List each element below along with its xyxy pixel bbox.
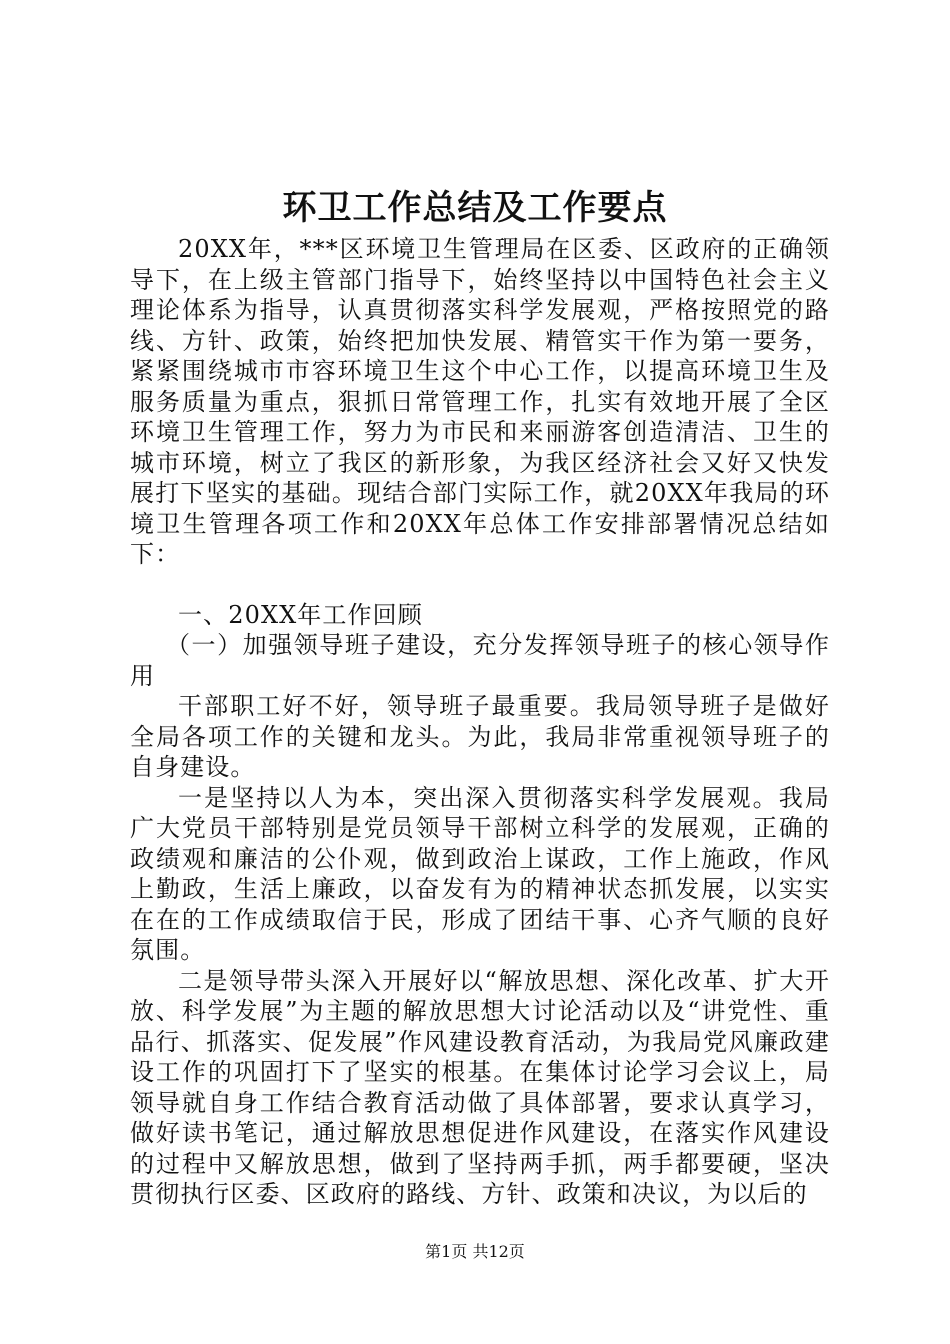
intro-paragraph: 20XX年，***区环境卫生管理局在区委、区政府的正确领导下，在上级主管部门指导下，始终坚持以中国特色社会主义理论体系为指导，认真贯彻落实科学发展观，严格按照党的路线、方针、政策，始终把加快发展、精管实干作为第一要务，紧紧围绕城市市容环境卫生这个中心工作，以提高环境卫生及服务质量为重点，狠抓日常管理工作，扎实有效地开展了全区环境卫生管理工作，努力为市民和来丽游客创造清洁、卫生的城市环境，树立了我区的新形象，为我区经济社会又好又快发展打下坚实的基础。现结合部门实际工作，就20XX年我局的环境卫生管理各项工作和20XX年总体工作安排部署情况总结如下： bbox=[130, 235, 830, 568]
subsection-heading: （一）加强领导班子建设，充分发挥领导班子的核心领导作用 bbox=[130, 631, 830, 690]
page-number-footer: 第1页 共12页 bbox=[425, 1242, 525, 1261]
body-paragraph: 二是领导带头深入开展好以“解放思想、深化改革、扩大开放、科学发展”为主题的解放思想大讨论活动以及“讲党性、重品行、抓落实、促发展”作风建设教育活动，为我局党风廉政建设工作的巩固打下了坚实的根基。在集体讨论学习会议上，局领导就自身工作结合教育活动做了具体部署，要求认真学习，做好读书笔记，通过解放思想促进作风建设，在落实作风建设的过程中又解放思想，做到了坚持两手抓，两手都要硬，坚决贯彻执行区委、区政府的路线、方针、政策和决议，为以后的 bbox=[130, 966, 830, 1208]
section-heading: 一、20XX年工作回顾 bbox=[178, 600, 423, 629]
body-paragraph: 一是坚持以人为本，突出深入贯彻落实科学发展观。我局广大党员干部特别是党员领导干部树立科学的发展观，正确的政绩观和廉洁的公仆观，做到政治上谋政，工作上施政，作风上勤政，生活上廉政，以奋发有为的精神状态抓发展，以实实在在的工作成绩取信于民，形成了团结干事、心齐气顺的良好氛围。 bbox=[130, 783, 830, 964]
document-body bbox=[130, 234, 830, 1210]
body-paragraph: 干部职工好不好，领导班子最重要。我局领导班子是做好全局各项工作的关键和龙头。为此，我局非常重视领导班子的自身建设。 bbox=[130, 692, 830, 781]
document-title: 环卫工作总结及工作要点 bbox=[282, 188, 668, 228]
paragraph-spacer bbox=[130, 570, 830, 600]
